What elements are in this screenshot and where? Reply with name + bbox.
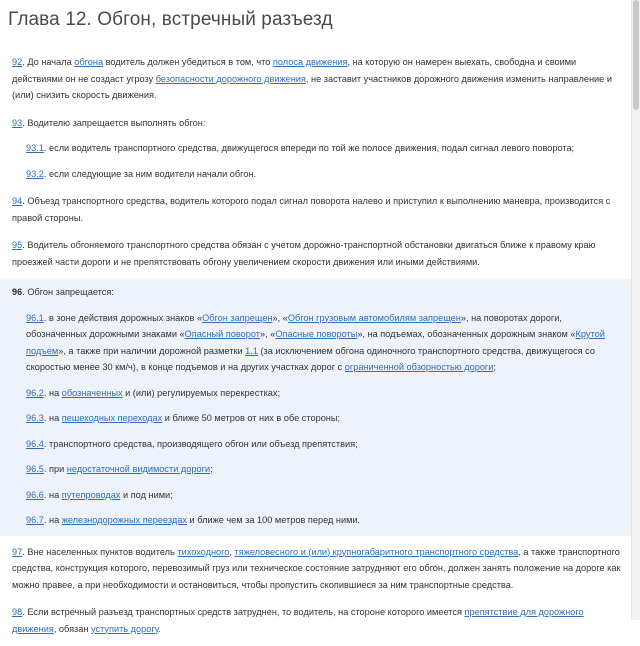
text: и под ними;: [120, 489, 173, 500]
paragraph-93: [0, 113, 632, 132]
paragraph-94: [0, 191, 632, 226]
term-link-safety[interactable]: безопасности дорожного движения: [155, 73, 306, 84]
text: ,: [229, 546, 235, 557]
text: ;: [493, 362, 496, 372]
text: . на: [43, 387, 62, 398]
marking-link-1-1[interactable]: 1.1: [245, 345, 258, 356]
subparagraph-number-link[interactable]: 96.4: [26, 438, 44, 449]
term-link-overpasses[interactable]: путепроводах: [61, 489, 121, 500]
text: . Вне населенных пунктов водитель: [22, 546, 178, 557]
subparagraph-96-5: [12, 461, 622, 478]
text: », на подъемах, обозначенных дорожным знаком «: [357, 329, 576, 339]
page-title: Глава 12. Обгон, встречный разъезд: [8, 9, 333, 30]
term-link-heavy-vehicle[interactable]: тяжеловесного и (или) крупногабаритного транспортного средства: [234, 546, 519, 557]
text: водитель должен убедиться в том, что: [103, 57, 273, 67]
text: , на которую он намерен выехать, свободна и своими действиями он не создаст угрозу: [12, 57, 577, 84]
subparagraph-93-2: [0, 166, 632, 183]
term-link-crosswalks[interactable]: пешеходных переходах: [61, 413, 163, 423]
text: . Объезд транспортного средства, водитель которого подал сигнал поворота налево и приступил к выполнению маневра, производится с правой стороны.: [12, 196, 611, 223]
text: . на: [43, 489, 62, 500]
sign-link-dangerous-turns[interactable]: Опасные повороты: [275, 329, 358, 339]
term-link-railway-crossings[interactable]: железнодорожных переездах: [61, 515, 187, 525]
text: .: [158, 623, 161, 634]
subparagraph-number-link[interactable]: 96.3: [26, 413, 44, 423]
term-link-slow-vehicle[interactable]: тихоходного: [177, 546, 230, 557]
term-link-lane[interactable]: полоса движения: [272, 57, 348, 67]
subparagraph-96-7: [12, 512, 622, 529]
text: и ближе чем за 100 метров перед ними.: [187, 515, 361, 525]
text: . До начала: [22, 57, 75, 67]
paragraph-95: [0, 235, 632, 270]
vertical-scrollbar[interactable]: [631, 0, 640, 620]
sign-link-steep-rise[interactable]: Крутой подъем: [26, 329, 605, 356]
subparagraph-96-1: [12, 310, 622, 376]
text: . Водителю запрещается выполнять обгон:: [22, 117, 206, 128]
term-link-marked[interactable]: обозначенных: [61, 387, 123, 398]
text: . при: [43, 464, 67, 474]
sign-link-no-overtaking[interactable]: Обгон запрещен: [202, 312, 273, 323]
text: . в зоне действия дорожных знаков «: [43, 312, 203, 323]
paragraph-number-link[interactable]: 92: [12, 57, 23, 67]
paragraph-number-link[interactable]: 95: [12, 240, 23, 250]
text: , обязан: [53, 623, 92, 634]
scrollbar-thumb[interactable]: [633, 0, 639, 110]
subparagraph-number-link[interactable]: 93.1: [26, 143, 44, 153]
text: », «: [272, 312, 288, 323]
paragraph-number-link[interactable]: 98: [12, 607, 23, 617]
term-link-obstacle[interactable]: препятствие для дорожного движения: [12, 607, 584, 634]
text: », а также при наличии дорожной разметки: [58, 345, 246, 356]
sign-link-no-truck-overtaking[interactable]: Обгон грузовым автомобилям запрещен: [287, 312, 461, 323]
paragraph-number-link[interactable]: 93: [12, 117, 23, 128]
subparagraph-96-4: [12, 436, 622, 453]
text: . на: [43, 515, 62, 525]
subparagraph-number-link[interactable]: 96.6: [26, 489, 44, 500]
text: . Водитель обгоняемого транспортного средства обязан с учетом дорожно-транспортной обстановки двигаться ближе к правому краю проезжей части дороги и не препятствовать обгону увеличением скорости движения или иными действиями.: [12, 240, 596, 267]
text: . Обгон запрещается:: [22, 287, 114, 297]
subparagraph-number-link[interactable]: 93.2: [26, 168, 44, 179]
text: и ближе 50 метров от них в обе стороны;: [162, 413, 341, 423]
term-link-obgon[interactable]: обгона: [74, 57, 104, 67]
text: », на поворотах дороги, обозначенных дорожными знаками «: [26, 312, 562, 339]
text: . если следующие за ним водители начали обгон.: [43, 168, 257, 179]
paragraph-number: 96: [12, 287, 23, 297]
subparagraph-96-3: [12, 410, 622, 427]
paragraph-96-lead: [12, 284, 622, 301]
paragraph-number-link[interactable]: 94: [12, 196, 23, 206]
term-link-give-way[interactable]: уступить дорогу: [91, 623, 159, 634]
paragraph-number-link[interactable]: 97: [12, 546, 23, 557]
text: . транспортного средства, производящего обгон или объезд препятствия;: [43, 438, 358, 449]
subparagraph-96-6: [12, 487, 622, 504]
sign-link-dangerous-turn[interactable]: Опасный поворот: [184, 329, 261, 339]
text: ;: [210, 464, 213, 474]
text: . Если встречный разъезд транспортных средств затруднен, то водитель, на стороне которого имеется: [22, 607, 465, 617]
text: », «: [260, 329, 276, 339]
subparagraph-number-link[interactable]: 96.7: [26, 515, 44, 525]
subparagraph-96-2: [12, 385, 622, 402]
subparagraph-number-link[interactable]: 96.1: [26, 312, 44, 323]
paragraph-96-highlighted: [0, 279, 632, 536]
paragraph-97: [0, 542, 632, 594]
text: , не заставит участников дорожного движения изменить направление и (или) снизить скорость движения.: [12, 73, 612, 100]
term-link-limited-visibility[interactable]: ограниченной обзорностью дороги: [344, 362, 494, 372]
text: . если водитель транспортного средства, движущегося впереди по той же полосе движения, подал сигнал левого поворота;: [43, 143, 575, 153]
subparagraph-number-link[interactable]: 96.5: [26, 464, 44, 474]
article-content: [0, 52, 632, 646]
text: (за исключением обгона одиночного транспортного средства, движущегося со скоростью менее 30 км/ч), в конце подъемов и на других участках дорог с: [26, 345, 595, 372]
text: и (или) регулируемых перекрестках;: [122, 387, 281, 398]
paragraph-92: [0, 52, 632, 104]
text: , а также транспортного средства, конструкция которого, перевозимый груз или техническое состояние затрудняют его обгон, должен занять положение на дороге как можно правее, а при необходимости и остановиться, чтобы пропустить скопившиеся за ним транспортные средства.: [12, 546, 621, 590]
subparagraph-93-1: [0, 140, 632, 157]
subparagraph-number-link[interactable]: 96.2: [26, 387, 44, 398]
text: . на: [43, 413, 62, 423]
term-link-insufficient-visibility[interactable]: недостаточной видимости дороги: [66, 464, 211, 474]
